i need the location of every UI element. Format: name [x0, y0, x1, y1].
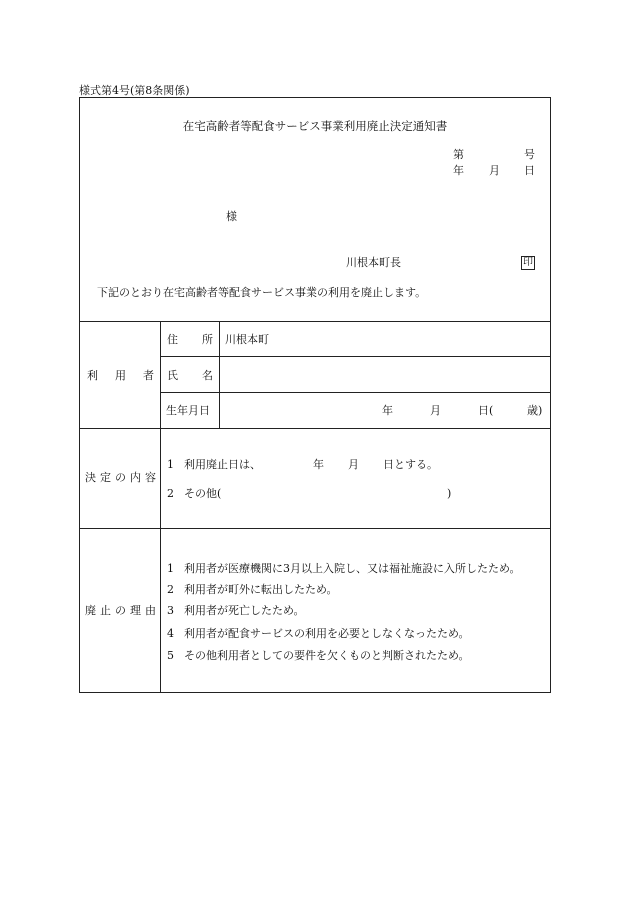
decision-item1-month: 月 [348, 458, 359, 471]
birth-day-unit: 日( [478, 404, 494, 417]
divider-header-column [160, 321, 161, 693]
decision-item1-text: 利用廃止日は、 [184, 458, 261, 471]
reason-item-text: 利用者が町外に転出したため。 [184, 583, 338, 596]
date-year-label: 年 [453, 164, 464, 177]
decision-item2-text: その他( [184, 487, 222, 500]
intro-text: 下記のとおり在宅高齢者等配食サービス事業の利用を廃止します。 [97, 286, 427, 299]
reason-item-number: 1 [167, 562, 174, 575]
reason-item-text: 利用者が配食サービスの利用を必要としなくなったため。 [184, 627, 470, 640]
date-month-label: 月 [489, 164, 500, 177]
document-title: 在宅高齢者等配食サービス事業利用廃止決定通知書 [182, 119, 448, 133]
decision-item1-day: 日とする。 [383, 458, 438, 471]
address-label-char-2: 所 [202, 333, 213, 346]
birthdate-label: 生年月日 [166, 404, 210, 417]
decision-item2-number: 2 [167, 487, 174, 500]
divider-top-section [79, 321, 551, 322]
age-unit: 歳) [527, 404, 543, 417]
divider-user-label-column [219, 321, 220, 428]
reason-item-number: 4 [167, 627, 174, 640]
divider-decision-reason [79, 528, 551, 529]
user-header-char-2: 用 [115, 369, 126, 382]
user-header-char-1: 利 [87, 369, 98, 382]
reason-item-number: 2 [167, 583, 174, 596]
decision-header: 決定の内容 [85, 471, 160, 484]
issuer-name: 川根本町長 [346, 256, 401, 269]
decision-item1-year: 年 [313, 458, 324, 471]
divider-user-decision [79, 428, 551, 429]
decision-item1-number: 1 [167, 458, 174, 471]
decision-item2-close: ) [447, 487, 452, 500]
reason-item-text: 利用者が医療機関に3月以上入院し、又は福祉施設に入所したため。 [184, 562, 521, 575]
reason-item-text: 利用者が死亡したため。 [184, 604, 305, 617]
doc-number-prefix: 第 [453, 148, 464, 161]
birth-year-unit: 年 [382, 404, 393, 417]
reason-item-number: 3 [167, 604, 174, 617]
date-day-label: 日 [524, 164, 535, 177]
reason-item-number: 5 [167, 649, 174, 662]
birth-month-unit: 月 [430, 404, 441, 417]
reason-item-text: その他利用者としての要件を欠くものと判断されたため。 [184, 649, 470, 662]
addressee-suffix: 様 [226, 210, 237, 223]
address-label-char-1: 住 [167, 333, 178, 346]
user-header-char-3: 者 [143, 369, 154, 382]
seal-mark: 印 [523, 257, 533, 268]
address-value: 川根本町 [225, 333, 269, 346]
name-label-char-1: 氏 [167, 369, 178, 382]
name-label-char-2: 名 [202, 369, 213, 382]
reason-header: 廃止の理由 [85, 604, 160, 617]
form-number-label: 様式第4号(第8条関係) [79, 84, 190, 97]
doc-number-suffix: 号 [524, 148, 535, 161]
